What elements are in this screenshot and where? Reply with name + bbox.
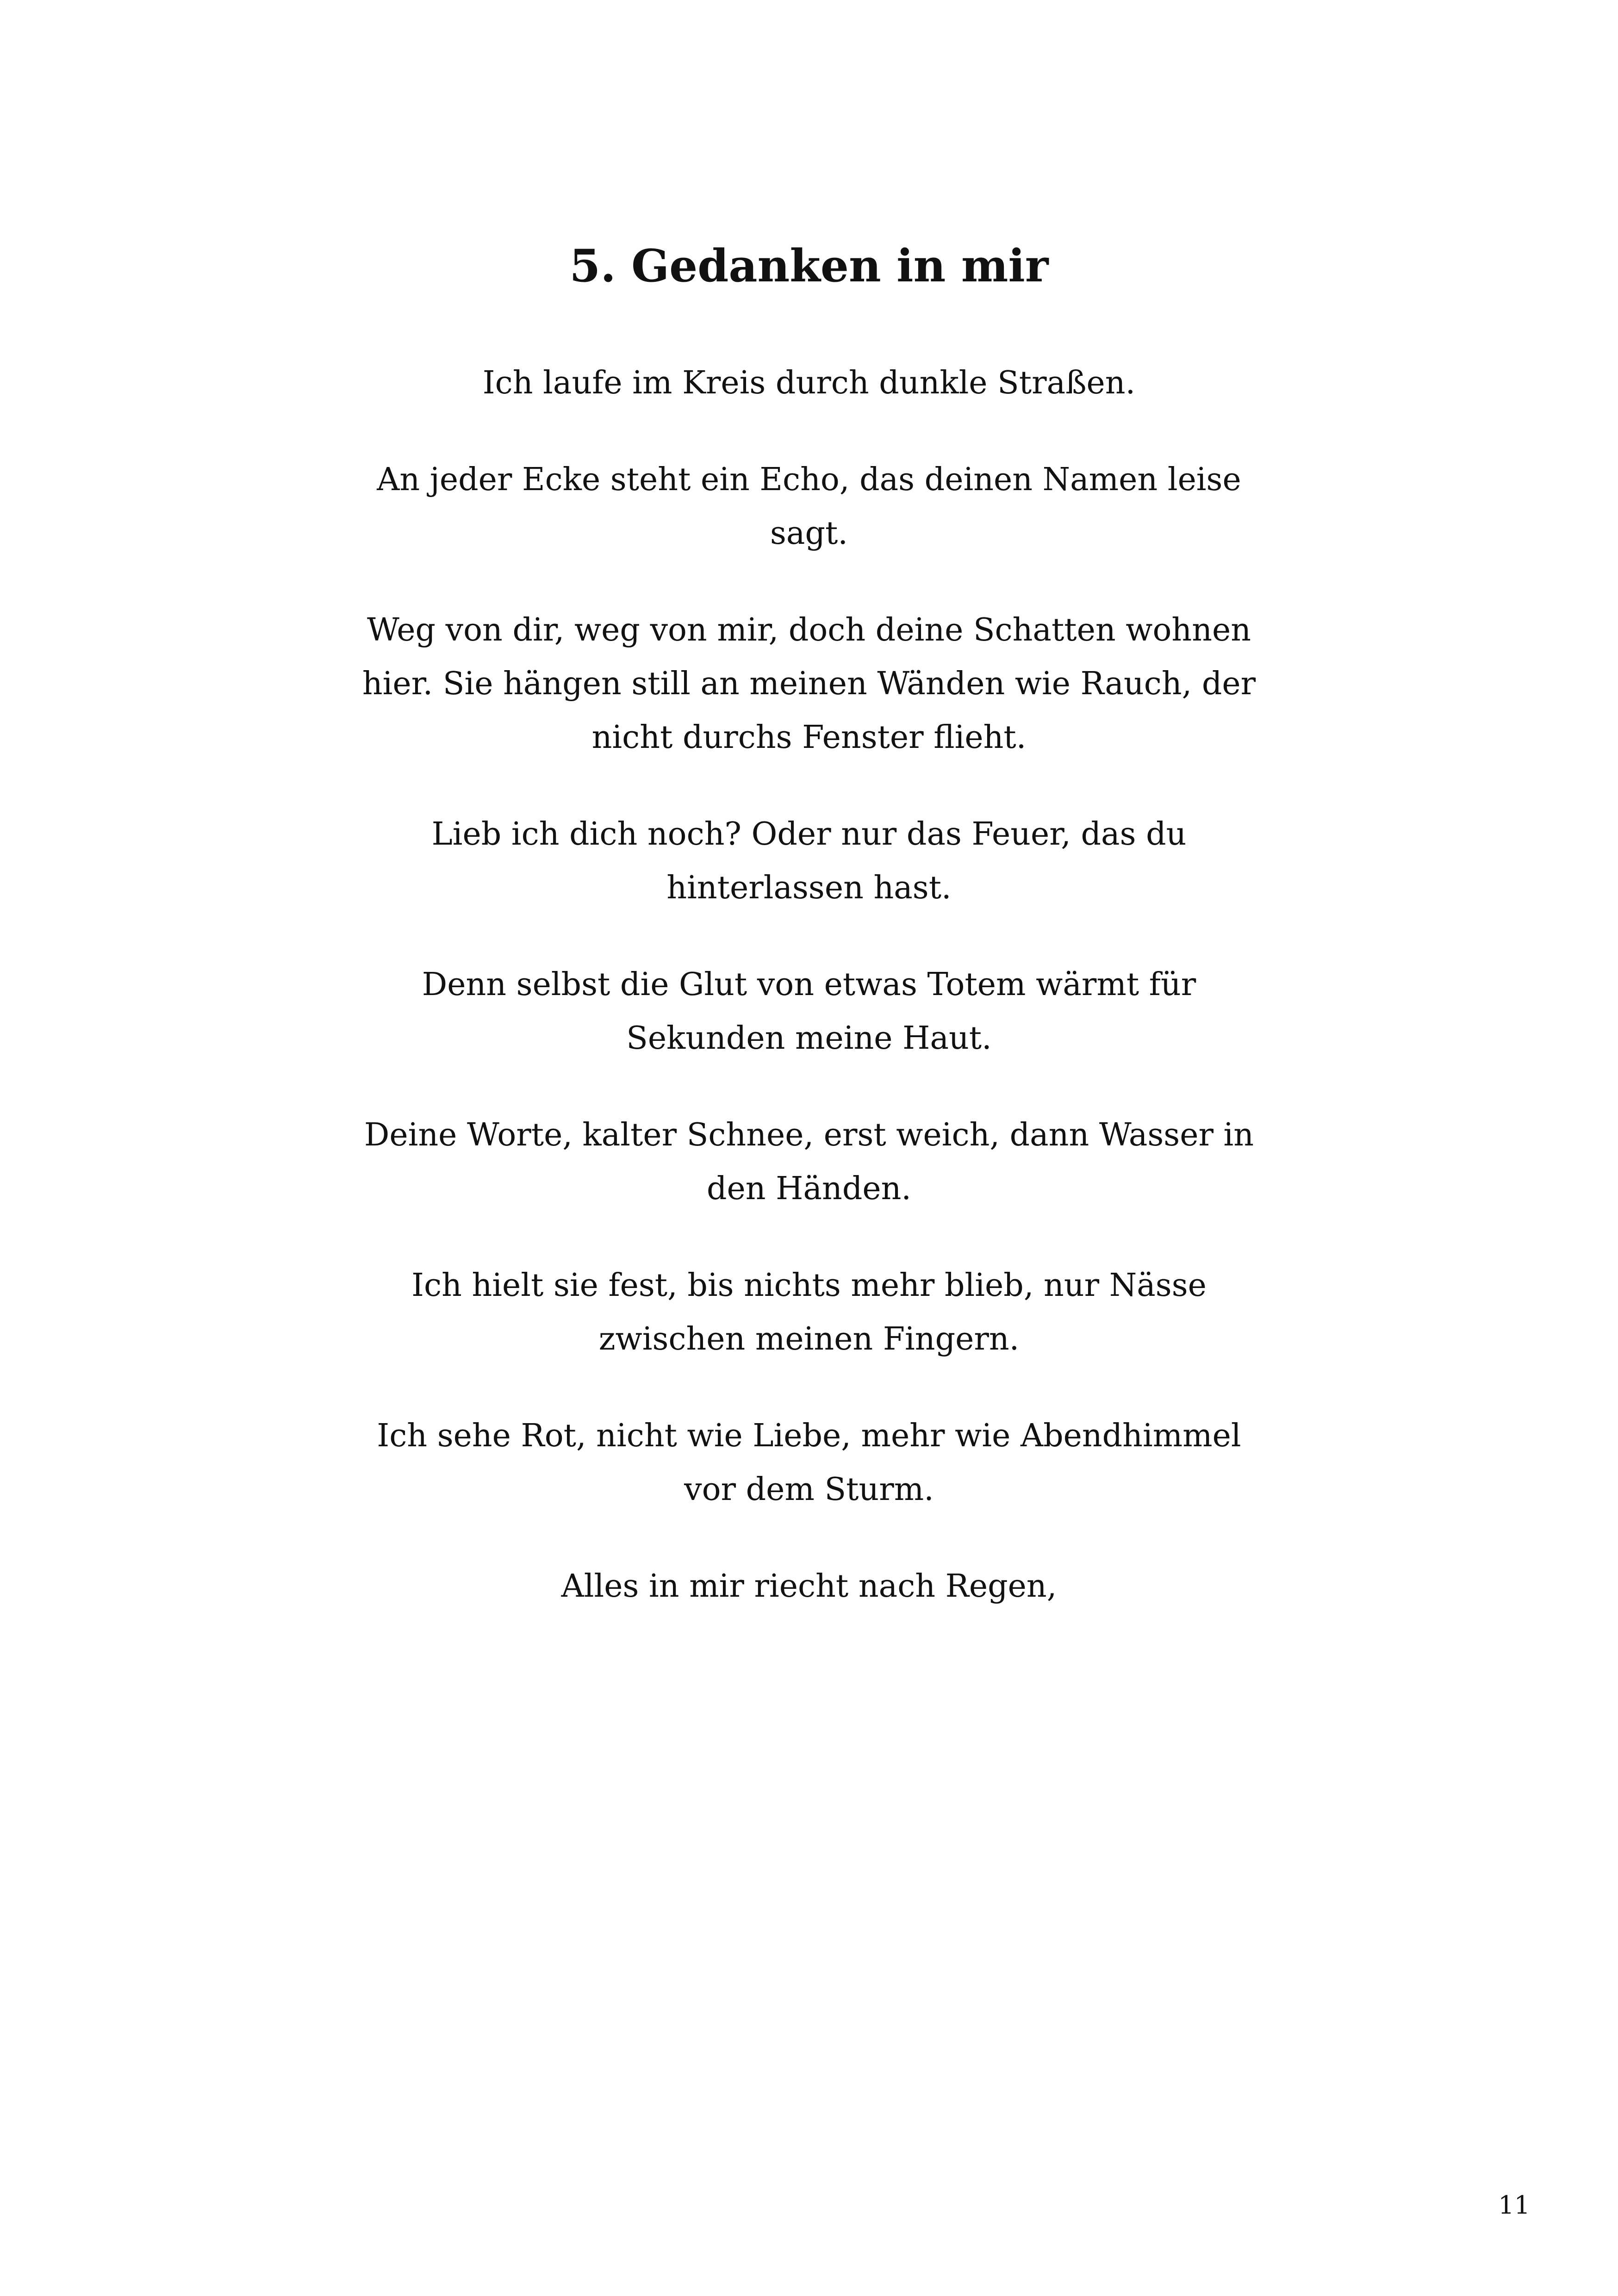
stanza-6: Deine Worte, kalter Schnee, erst weich, dann Wasser in den Händen. bbox=[364, 1117, 1254, 1207]
stanza-5: Denn selbst die Glut von etwas Totem wärmt für Sekunden meine Haut. bbox=[422, 966, 1196, 1057]
poem-body bbox=[361, 356, 1257, 1656]
stanza-4: Lieb ich dich noch? Oder nur das Feuer, das du hinterlassen hast. bbox=[431, 816, 1187, 906]
stanza-3: Weg von dir, weg von mir, doch deine Schatten wohnen hier. Sie hängen still an meinen Wänden wie Rauch, der nicht durchs Fenster flieht. bbox=[362, 612, 1256, 756]
poem-title: 5. Gedanken in mir bbox=[569, 240, 1049, 292]
stanza-2: An jeder Ecke steht ein Echo, das deinen Namen leise sagt. bbox=[377, 461, 1241, 552]
stanza-7: Ich hielt sie fest, bis nichts mehr blieb, nur Nässe zwischen meinen Fingern. bbox=[411, 1267, 1207, 1357]
stanza-8: Ich sehe Rot, nicht wie Liebe, mehr wie Abendhimmel vor dem Sturm. bbox=[377, 1418, 1241, 1508]
stanza-9: Alles in mir riecht nach Regen, bbox=[561, 1568, 1057, 1605]
page-number: 11 bbox=[1498, 2190, 1530, 2220]
stanza-1: Ich laufe im Kreis durch dunkle Straßen. bbox=[482, 365, 1136, 401]
